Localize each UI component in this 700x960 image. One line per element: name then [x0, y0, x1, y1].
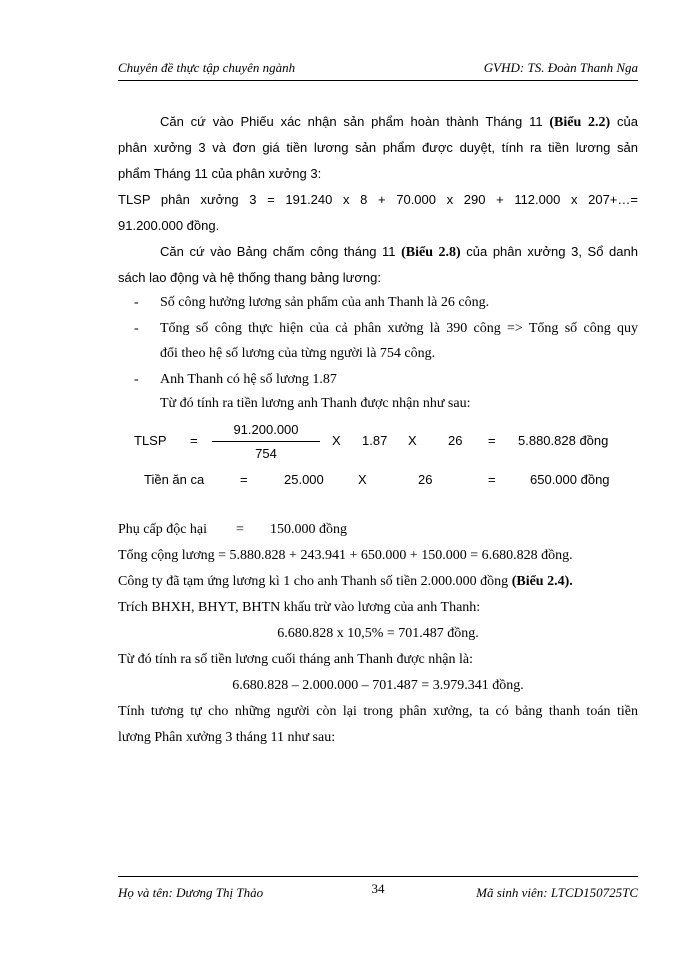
- bullet-item-3: [118, 372, 638, 392]
- formula1-equals-2: =: [488, 433, 496, 448]
- para2-reference: (Biểu 2.8): [401, 245, 461, 260]
- allowance-equals: =: [236, 522, 244, 537]
- formula2-rate: 25.000: [284, 472, 324, 487]
- para2-text-b: của phân xưởng 3, Sổ danh: [466, 244, 638, 259]
- bullet-item-2-cont: [118, 346, 638, 366]
- bullet-text: Anh Thanh có hệ số lương 1.87: [160, 372, 337, 387]
- para1-line1: [118, 114, 638, 131]
- para2-line2: sách lao động và hệ thống thang bảng lương:: [118, 270, 381, 285]
- formula2-times: X: [358, 472, 367, 487]
- formula2-equals: =: [240, 472, 248, 487]
- page-footer: [118, 876, 638, 903]
- closing-line2: lương Phân xưởng 3 tháng 11 như sau:: [118, 730, 336, 745]
- para2-text-a: Căn cứ vào Bảng chấm công tháng 11: [160, 244, 396, 259]
- formula2-label: Tiền ăn ca: [144, 472, 205, 487]
- formula1-times-2: X: [408, 433, 417, 448]
- allowance-line: [118, 522, 638, 538]
- bullet-item-1: [118, 295, 638, 315]
- para2-line1: [118, 244, 638, 261]
- fraction-line: [212, 441, 320, 442]
- formula1-numerator: 91.200.000: [233, 422, 299, 437]
- formula1-equals: =: [190, 433, 198, 448]
- allowance-label: Phụ cấp độc hại: [118, 522, 208, 537]
- bullet-dash: -: [134, 372, 139, 387]
- bullet-item-2: [118, 321, 638, 341]
- bullet-text: Số công hưởng lương sản phẩm của anh Thanh là 26 công.: [160, 295, 490, 310]
- allowance-value: 150.000 đồng: [270, 522, 347, 537]
- bullet-dash: -: [134, 321, 139, 336]
- total-salary-line: Tổng cộng lương = 5.880.828 + 243.941 + 650.000 + 150.000 = 6.680.828 đồng.: [118, 548, 573, 563]
- tlsp-line1: TLSP phân xưởng 3 = 191.240 x 8 + 70.000 x 290 + 112.000 x 207+…=: [118, 192, 638, 207]
- tlsp-line2: 91.200.000 đồng.: [118, 218, 220, 233]
- para1-text-b: của: [617, 114, 638, 129]
- para1-line2: phân xưởng 3 và đơn giá tiền lương sản phẩm được duyệt, tính ra tiền lương sản: [118, 140, 638, 155]
- para1-reference: (Biểu 2.2): [549, 115, 611, 130]
- formula2-days: 26: [418, 472, 433, 487]
- deduction-calc: 6.680.828 x 10,5% = 701.487 đồng.: [277, 626, 479, 641]
- advance-line: [118, 574, 638, 590]
- header-supervisor: GVHD: TS. Đoàn Thanh Nga: [483, 60, 638, 75]
- closing-line1: Tính tương tự cho những người còn lại trong phân xưởng, ta có bảng thanh toán tiền: [118, 704, 638, 719]
- bullet-text: đổi theo hệ số lương của từng người là 754 công.: [160, 346, 436, 361]
- para1-line3: phẩm Tháng 11 của phân xưởng 3:: [118, 166, 322, 181]
- formula1-coefficient: 1.87: [362, 433, 388, 448]
- advance-reference: (Biểu 2.4).: [511, 574, 573, 589]
- formula1-days: 26: [448, 433, 463, 448]
- formula-intro: Từ đó tính ra tiền lương anh Thanh được nhận như sau:: [160, 396, 471, 411]
- para1-text-a: Căn cứ vào Phiếu xác nhận sản phẩm hoàn thành Tháng 11: [160, 114, 543, 129]
- deduction-line: Trích BHXH, BHYT, BHTN khấu trừ vào lương của anh Thanh:: [118, 600, 481, 615]
- footer-student-id: Mã sinh viên: LTCD150725TC: [476, 885, 638, 900]
- formula1-result: 5.880.828 đồng: [518, 433, 609, 448]
- page-number: 34: [371, 881, 385, 896]
- formula1-times-1: X: [332, 433, 341, 448]
- bullet-dash: -: [134, 295, 139, 310]
- formula1-denominator: 754: [255, 446, 277, 461]
- formula2-equals-2: =: [488, 472, 496, 487]
- page-header: [118, 58, 638, 81]
- final-intro: Từ đó tính ra số tiền lương cuối tháng anh Thanh được nhận là:: [118, 652, 473, 667]
- advance-text: Công ty đã tạm ứng lương kì 1 cho anh Thanh số tiền 2.000.000 đồng: [118, 574, 509, 589]
- formula2-result: 650.000 đồng: [530, 472, 610, 487]
- header-course-title: Chuyên đề thực tập chuyên ngành: [118, 60, 296, 75]
- footer-student-name: Họ và tên: Dương Thị Thảo: [118, 885, 264, 900]
- final-calc: 6.680.828 – 2.000.000 – 701.487 = 3.979.341 đồng.: [232, 678, 524, 693]
- formula1-label: TLSP: [134, 433, 167, 448]
- bullet-text: Tổng số công thực hiện của cả phân xưởng là 390 công => Tổng số công quy: [160, 321, 638, 336]
